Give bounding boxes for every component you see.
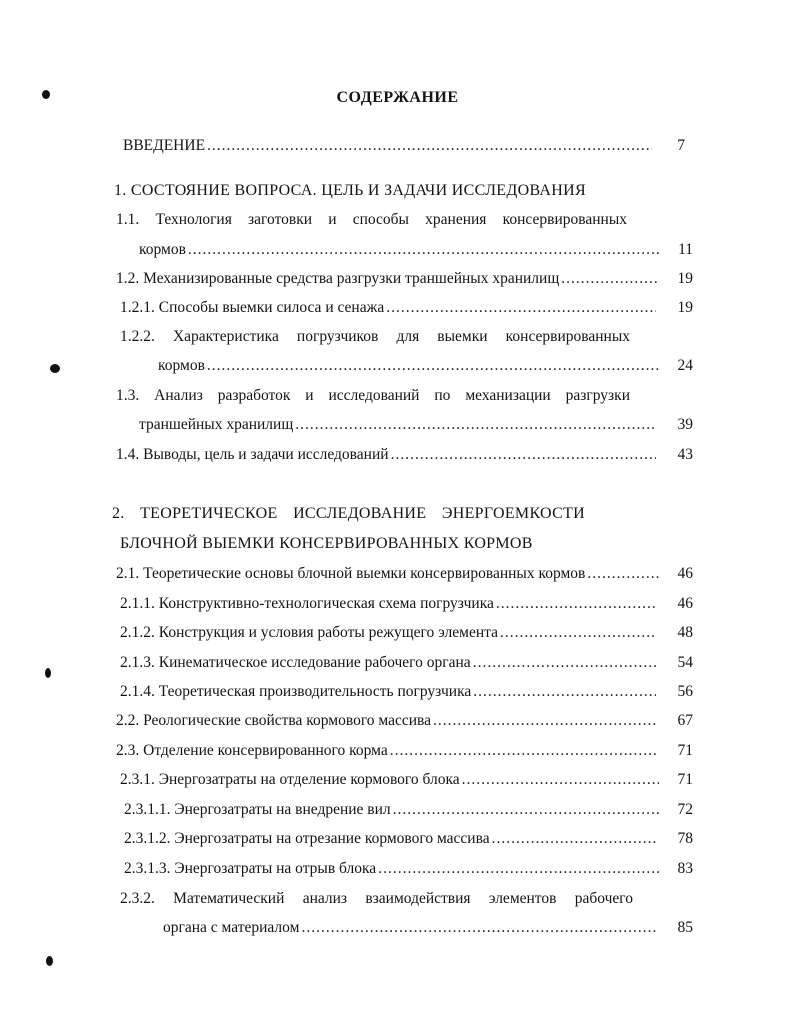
leader-dots: [473, 652, 656, 674]
toc-entry-1-2-2: [158, 355, 663, 377]
toc-page-number: 83: [677, 860, 693, 877]
toc-entry-text: 2.1.3. Кинематическое исследование рабочего органа: [120, 654, 471, 671]
toc-page-number: 56: [677, 683, 693, 700]
toc-entry-1-2: [116, 268, 661, 290]
toc-entry-2-3-1-3: [124, 858, 661, 880]
toc-page-number: 19: [677, 299, 693, 316]
leader-dots: [462, 769, 659, 791]
leader-dots: [390, 740, 658, 762]
toc-entry-2-3: [116, 740, 660, 762]
toc-entry-2-1-2: [120, 622, 657, 644]
toc-entry-2-1: [116, 563, 662, 585]
leader-dots: [207, 135, 652, 157]
leader-dots: [561, 268, 659, 290]
toc-entry-text: 2.1.4. Теоретическая производительность погрузчика: [120, 683, 472, 700]
toc-entry-text: кормов: [158, 357, 205, 374]
leader-dots: [500, 622, 655, 644]
toc-entry-2-1-3: [120, 652, 658, 674]
leader-dots: [378, 858, 659, 880]
toc-entry-2-3-1-2: [124, 828, 659, 850]
toc-entry-1-3: [139, 414, 656, 436]
leader-dots: [386, 297, 656, 319]
toc-entry-text: 2.3.1.2. Энергозатраты на отрезание кормового массива: [124, 830, 490, 847]
toc-entry-2-1-4: [120, 681, 658, 703]
toc-entry-1-4: [116, 444, 658, 466]
toc-entry-text: ВВЕДЕНИЕ: [123, 137, 206, 154]
toc-entry-2-2: [116, 710, 658, 732]
toc-entry-2-3-1-1: [124, 799, 661, 821]
toc-entry-text: 1.1. Технология заготовки и способы хранения консервированных: [116, 211, 627, 228]
toc-entry-text: органа с материалом: [163, 919, 300, 936]
toc-page-number: 39: [677, 416, 693, 433]
leader-dots: [496, 593, 656, 615]
toc-entry-2-1-1: [120, 593, 658, 615]
toc-entry-text: 2.3.1.3. Энергозатраты на отрыв блока: [124, 860, 377, 877]
toc-entry-text: 2.3.1. Энергозатраты на отделение кормового блока: [120, 771, 460, 788]
toc-entry-introduction: [123, 135, 654, 157]
toc-page-number: 72: [677, 801, 693, 818]
toc-page-number: 19: [677, 270, 693, 287]
toc-entry-text: 1.2.2. Характеристика погрузчиков для выемки консервированных: [120, 328, 630, 345]
toc-entry-text: 2.3.2. Математический анализ взаимодействия элементов рабочего: [120, 890, 633, 907]
toc-page-number: 67: [677, 712, 693, 729]
toc-page-number: 11: [678, 241, 693, 258]
toc-page-number: 46: [677, 565, 693, 582]
toc-entry-text: 1.2. Механизированные средства разгрузки траншейных хранилищ: [116, 270, 560, 287]
toc-entry-text: кормов: [139, 241, 186, 258]
toc-entry-text: 1.4. Выводы, цель и задачи исследований: [116, 446, 389, 463]
toc-entry-text: 2.1.2. Конструкция и условия работы режущего элемента: [120, 624, 498, 641]
toc-entry-text: 2.2. Реологические свойства кормового массива: [116, 712, 432, 729]
toc-entry-text: 2.3.1.1. Энергозатраты на внедрение вил: [124, 801, 391, 818]
toc-entry-text: 1.2.1. Способы выемки силоса и сенажа: [120, 299, 385, 316]
toc-page-number: 24: [677, 357, 693, 374]
toc-entry-text: 2.1.1. Конструктивно-технологическая схема погрузчика: [120, 595, 494, 612]
toc-entry-2-3-1: [120, 769, 661, 791]
leader-dots: [391, 444, 656, 466]
toc-entry-text: траншейных хранилищ: [139, 416, 294, 433]
leader-dots: [433, 710, 656, 732]
chapter-heading: 2. ТЕОРЕТИЧЕСКОЕ ИССЛЕДОВАНИЕ ЭНЕРГОЕМКОСТИ: [112, 505, 585, 522]
leader-dots: [301, 917, 658, 939]
toc-page-number: 71: [677, 742, 693, 759]
leader-dots: [492, 828, 657, 850]
toc-page-number: 54: [677, 654, 693, 671]
toc-entry-text: 2.3. Отделение консервированного корма: [116, 742, 388, 759]
toc-entry-1-2-1: [120, 297, 658, 319]
leader-dots: [393, 799, 659, 821]
toc-entry-1-1: [139, 239, 663, 261]
chapter-heading: 1. СОСТОЯНИЕ ВОПРОСА. ЦЕЛЬ И ЗАДАЧИ ИССЛЕДОВАНИЯ: [114, 182, 586, 199]
toc-entry-text: 1.3. Анализ разработок и исследований по механизации разгрузки: [116, 387, 630, 404]
toc-entry-text: 2.1. Теоретические основы блочной выемки консервированных кормов: [116, 565, 586, 582]
leader-dots: [473, 681, 656, 703]
toc-page-number: 85: [677, 919, 693, 936]
chapter-heading: БЛОЧНОЙ ВЫЕМКИ КОНСЕРВИРОВАННЫХ КОРМОВ: [120, 535, 533, 552]
toc-page-number: 43: [677, 446, 693, 463]
toc-page-number: 7: [677, 137, 685, 154]
toc-entry-2-3-2: [163, 917, 660, 939]
page-title: СОДЕРЖАНИЕ: [336, 89, 459, 106]
leader-dots: [207, 355, 661, 377]
toc-page-number: 78: [677, 830, 693, 847]
leader-dots: [188, 239, 661, 261]
leader-dots: [587, 563, 660, 585]
leader-dots: [295, 414, 654, 436]
toc-page-number: 71: [677, 771, 693, 788]
toc-page-number: 48: [677, 624, 693, 641]
toc-page-number: 46: [677, 595, 693, 612]
